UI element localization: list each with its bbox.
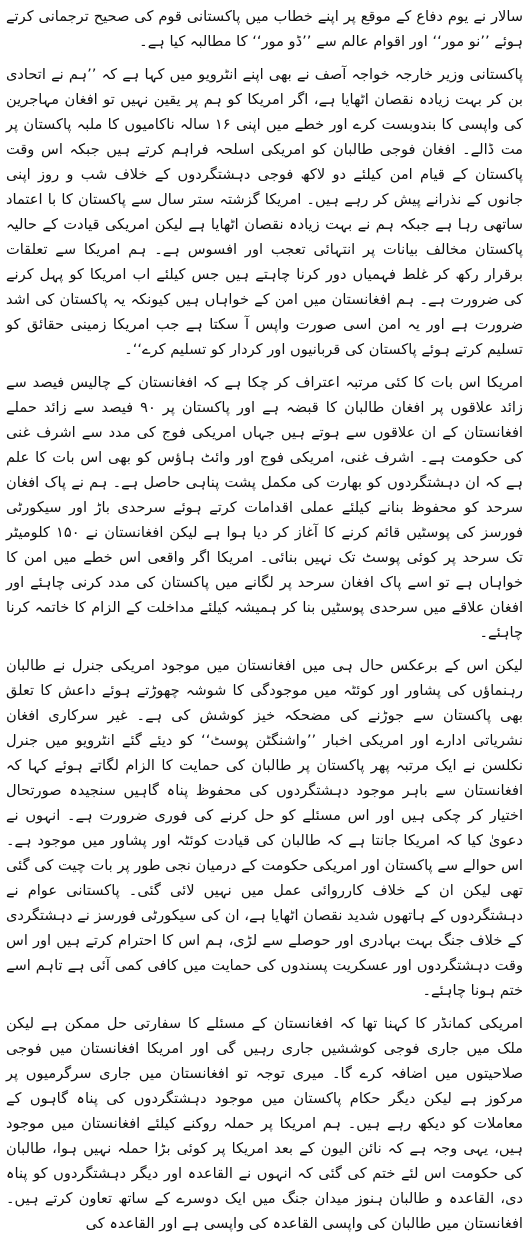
paragraph-foreign-minister-interview: پاکستانی وزیر خارجہ خواجہ آصف نے بھی اپنے انٹرویو میں کہا ہے کہ ’’ہم نے اتحادی بن کر بہت زیادہ نقصان اٹھایا ہے، اگر امریکا کو ہم پر یقین نہیں تو افغان مہاجرین کی واپسی کا بندوبست کرے اور خطے میں اپنی ۱۶ سالہ ناکامیوں کا ملبہ پاکستان پر مت ڈالے۔ افغان فوجی طالبان کو امریکی اسلحہ فراہم کرتے ہیں جبکہ اس وقت پاکستان کے قیام امن کیلئے دو لاکھ فوجی دہشتگردوں کے خلاف شب و روز اپنی جانوں کے نذرانے پیش کر رہے ہیں۔ امریکا گزشتہ ستر سال سے پاکستان کا با اعتماد ساتھی رہا ہے جبکہ ہم نے بہت زیادہ نقصان اٹھایا ہے لیکن امریکی قیادت کے حالیہ پاکستان مخالف بیانات پر انتہائی تعجب اور افسوس ہے۔ ہم امریکا سے تعلقات برقرار رکھ کر غلط فہمیاں دور کرنا چاہتے ہیں جس کیلئے اب امریکا کو پہل کرنے کی ضرورت ہے۔ ہم افغانستان میں امن کے خواہاں ہیں کیونکہ یہ پاکستان کی اشد ضرورت ہے اور یہ امن اسی صورت واپس آ سکتا ہے جب امریکا زمینی حقائق کو تسلیم کرتے ہوئے پاکستان کی قربانیوں اور کردار کو تسلیم کرے‘‘۔ (6, 66, 523, 358)
paragraph-general-nicholson-claims: لیکن اس کے برعکس حال ہی میں افغانستان میں موجود امریکی جنرل نے طالبان رہنماؤں کی پشاور اور کوئٹہ میں موجودگی کا شوشہ چھوڑتے ہوئے داعش کا تعلق بھی پاکستان سے جوڑنے کی مضحکہ خیز کوشش کی ہے۔ غیر سرکاری افغان نشریاتی ادارے اور امریکی اخبار ’’واشنگٹن پوسٹ‘‘ کو دیئے گئے انٹرویو میں جنرل نکلسن نے ایک مرتبہ پھر پاکستان پر طالبان کی حمایت کا الزام لگاتے ہوئے کہا کہ افغانستان سے باہر موجود دہشتگردوں کی محفوظ پناہ گاہیں سنجیدہ صورتحال اختیار کر چکی ہیں اور اس مسئلے کو حل کرنے کی فوری ضرورت ہے۔ انہوں نے دعویٰ کیا کہ امریکا جانتا ہے کہ طالبان کی قیادت کوئٹہ اور پشاور میں موجود ہے۔ اس حوالے سے پاکستان اور امریکی حکومت کے درمیان نجی طور پر بات چیت کی گئی تھی لیکن ان کے خلاف کارروائی عمل میں نہیں لائی گئی۔ پاکستانی عوام نے دہشتگردوں کے ہاتھوں شدید نقصان اٹھایا ہے، ان کی سیکورٹی فورسز نے دہشتگردی کے خلاف جنگ بہت بہادری اور حوصلے سے لڑی، ہم اس کا احترام کرتے ہیں اور اس وقت دہشتگردوں اور عسکریت پسندوں کی حمایت میں کافی کمی آئی ہے تاہم اسے ختم ہونا چاہئے۔ (6, 657, 523, 999)
paragraph-afghan-territory-control: امریکا اس بات کا کئی مرتبہ اعتراف کر چکا ہے کہ افغانستان کے چالیس فیصد سے زائد علاقوں پر افغان طالبان کا قبضہ ہے اور پاکستان پر ۹۰ فیصد سے زائد حملے افغانستان کے ان علاقوں سے ہوتے ہیں جہاں امریکی فوج کی مدد سے اشرف غنی کی حکومت ہے۔ اشرف غنی، امریکی فوج اور وائٹ ہاؤس کو بھی اس بات کا علم ہے کہ ان دہشتگردوں کو بھارت کی مکمل پشت پناہی حاصل ہے۔ ہم نے پاک افغان سرحد کو محفوظ بنانے کیلئے عملی اقدامات کرتے ہوئے سرحدی باڑ اور سیکورٹی فورسز کی پوسٹیں قائم کرنے کا آغاز کر دیا ہوا ہے لیکن افغانستان نے ۱۵۰ کلومیٹر تک سرحد پر کوئی پوسٹ تک نہیں بنائی۔ امریکا اگر واقعی اس خطے میں امن کا خواہاں ہے تو اسے پاک افغان سرحد پر لگانے میں پاکستان کی مدد کرنی چاہئے اور افغان علاقے میں سرحدی پوسٹیں بنا کر ہمیشہ کیلئے مداخلت کے الزام کا خاتمہ کرنا چاہئے۔ (6, 374, 523, 641)
paragraph-army-chief-speech: سالار نے یوم دفاع کے موقع پر اپنے خطاب میں پاکستانی قوم کی صحیح ترجمانی کرتے ہوئے ’’نو مور‘‘ اور اقوام عالم سے ’’ڈو مور‘‘ کا مطالبہ کیا ہے۔ (6, 8, 523, 50)
paragraph-american-commander-statement: امریکی کمانڈر کا کہنا تھا کہ افغانستان کے مسئلے کا سفارتی حل ممکن ہے لیکن ملک میں جاری فوجی کوششیں جاری رہیں گی اور امریکا افغانستان میں فوجی صلاحیتوں میں اضافہ کرے گا۔ میری توجہ تو افغانستان میں جاری سرگرمیوں پر مرکوز ہے لیکن دیگر حکام پاکستان میں موجود دہشتگردوں کی پناہ گاہوں کے معاملات کو دیکھ رہے ہیں۔ ہم امریکا پر حملہ روکنے کیلئے افغانستان میں موجود ہیں، یہی وجہ ہے کہ نائن الیون کے بعد امریکا پر کوئی بڑا حملہ نہیں ہوا، طالبان کی حکومت اس لئے ختم کی گئی کہ انہوں نے القاعدہ اور دیگر دہشتگردوں کو پناہ دی، القاعدہ و طالبان ہنوز میدان جنگ میں ایک دوسرے کے ساتھ تعاون کرتے ہیں۔ افغانستان میں طالبان کی واپسی القاعدہ کی واپسی ہے اور القاعدہ کی (6, 1015, 523, 1232)
